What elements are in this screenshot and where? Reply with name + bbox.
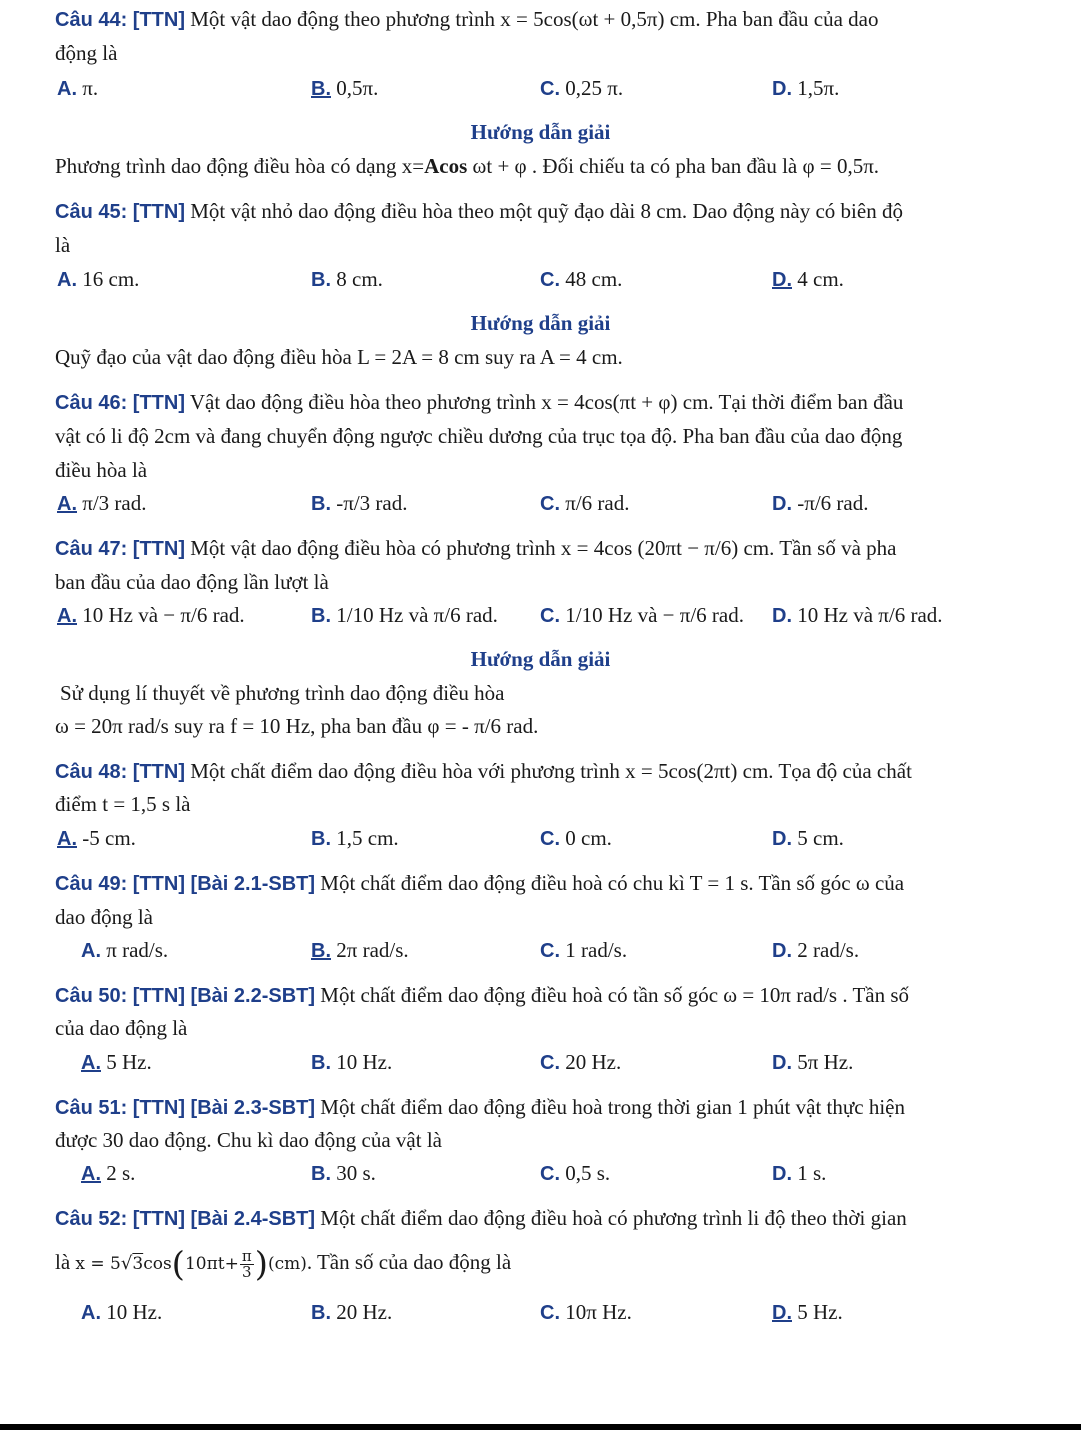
- q47-option-c: [540, 601, 744, 630]
- q45-line-1: [55, 197, 1041, 226]
- q44-label: Câu 44: [TTN]: [55, 9, 185, 31]
- option-text: 5 Hz.: [101, 1050, 152, 1074]
- option-label: C.: [540, 493, 560, 515]
- q45-guide-heading: Hướng dẫn giải: [470, 311, 611, 335]
- q51-option-c: [540, 1159, 610, 1188]
- option-label: B.: [311, 1163, 331, 1185]
- q44-solution: [55, 152, 879, 180]
- q48-text-1: Một chất điểm dao động điều hòa với phương trình x = 5cos(2πt) cm. Tọa độ của chất: [185, 759, 912, 783]
- q52-line-1: [55, 1204, 1041, 1233]
- q44-line-2: động là: [55, 41, 118, 65]
- q50-options: [0, 1048, 1081, 1076]
- option-text: 1 s.: [792, 1161, 827, 1185]
- option-text: 10 Hz và − π/6 rad.: [77, 603, 245, 627]
- option-text: 10 Hz.: [101, 1300, 163, 1324]
- q46-options: [0, 489, 1081, 517]
- q46-line-2: vật có li độ 2cm và đang chuyển động ngược chiều dương của trục tọa độ. Pha ban đầu của dao động: [55, 424, 903, 448]
- option-label: D.: [772, 78, 792, 100]
- q52-label: Câu 52: [TTN] [Bài 2.4-SBT]: [55, 1208, 316, 1230]
- option-text: 8 cm.: [331, 267, 383, 291]
- option-label-correct: D.: [772, 1302, 792, 1324]
- q48-line-2: điểm t = 1,5 s là: [55, 792, 191, 816]
- option-text: 1/10 Hz và − π/6 rad.: [560, 603, 744, 627]
- q49-option-d: [772, 936, 859, 965]
- option-label: A.: [57, 269, 77, 291]
- q45-solution: Quỹ đạo của vật dao động điều hòa L = 2A = 8 cm suy ra A = 4 cm.: [55, 345, 623, 369]
- option-text: 0 cm.: [560, 826, 612, 850]
- q47-option-b: [311, 601, 498, 630]
- q52-option-b: [311, 1298, 392, 1327]
- option-text: -π/3 rad.: [331, 491, 408, 515]
- option-text: 2 rad/s.: [792, 938, 860, 962]
- right-paren-icon: ): [254, 1244, 268, 1285]
- q44-text-1: Một vật dao động theo phương trình x = 5cos(ωt + 0,5π) cm. Pha ban đầu của dao: [185, 7, 879, 31]
- q52-option-c: [540, 1298, 632, 1327]
- q50-option-c: [540, 1048, 621, 1077]
- option-label: A.: [57, 78, 77, 100]
- formula-unit: (cm): [267, 1254, 307, 1274]
- fraction-numerator: π: [241, 1247, 252, 1265]
- option-label: C.: [540, 1163, 560, 1185]
- q46-option-b: [311, 489, 408, 518]
- option-label: B.: [311, 1302, 331, 1324]
- q47-solution-2: ω = 20π rad/s suy ra f = 10 Hz, pha ban đầu φ = - π/6 rad.: [55, 714, 539, 738]
- option-label: C.: [540, 940, 560, 962]
- option-text: 1,5π.: [792, 76, 840, 100]
- q44-guide-heading: Hướng dẫn giải: [470, 120, 611, 144]
- option-label: B.: [311, 605, 331, 627]
- option-label: A.: [81, 1302, 101, 1324]
- formula-sqrt-arg: 3: [132, 1254, 144, 1274]
- option-label: D.: [772, 828, 792, 850]
- q47-option-d: [772, 601, 943, 630]
- q45-label: Câu 45: [TTN]: [55, 201, 185, 223]
- sqrt-sign-icon: √: [120, 1253, 133, 1274]
- q45-option-a: [57, 265, 139, 294]
- q47-line-1: [55, 534, 1041, 563]
- option-label: C.: [540, 605, 560, 627]
- q45-option-c: [540, 265, 622, 294]
- q46-line-1: [55, 388, 1041, 417]
- option-text: π/6 rad.: [560, 491, 630, 515]
- formula-x-eq: x = 5: [75, 1254, 121, 1274]
- q47-guide-heading: Hướng dẫn giải: [470, 647, 611, 671]
- q52-line-2: [55, 1240, 1041, 1284]
- fraction-denominator: 3: [241, 1263, 252, 1281]
- q47-label: Câu 47: [TTN]: [55, 538, 185, 560]
- formula-fraction: [240, 1249, 254, 1280]
- option-label: B.: [311, 828, 331, 850]
- option-text: -5 cm.: [77, 826, 136, 850]
- q52-text-2-suffix: . Tần số của dao động là: [306, 1250, 512, 1274]
- q49-option-a: [81, 936, 168, 965]
- option-text: 30 s.: [331, 1161, 376, 1185]
- option-label: C.: [540, 1052, 560, 1074]
- q51-option-a: [81, 1159, 135, 1188]
- option-label: C.: [540, 828, 560, 850]
- option-label: C.: [540, 78, 560, 100]
- q47-option-a: [57, 601, 245, 630]
- q50-option-b: [311, 1048, 392, 1077]
- option-text: 5 cm.: [792, 826, 844, 850]
- q44-option-d: [772, 74, 839, 103]
- option-label-correct: B.: [311, 940, 331, 962]
- option-text: 1 rad/s.: [560, 938, 628, 962]
- q51-option-d: [772, 1159, 826, 1188]
- option-label-correct: D.: [772, 269, 792, 291]
- option-label-correct: A.: [57, 605, 77, 627]
- solution-text: ωt + φ . Đối chiếu ta có pha ban đầu là φ = 0,5π.: [467, 154, 880, 178]
- option-label: A.: [81, 940, 101, 962]
- q44-options: [0, 74, 1081, 102]
- option-text: 5 Hz.: [792, 1300, 843, 1324]
- option-text: 0,25 π.: [560, 76, 624, 100]
- option-label: C.: [540, 1302, 560, 1324]
- option-label-correct: A.: [81, 1163, 101, 1185]
- q45-text-1: Một vật nhỏ dao động điều hòa theo một quỹ đạo dài 8 cm. Dao động này có biên độ: [185, 199, 903, 223]
- option-label: D.: [772, 1163, 792, 1185]
- q49-label: Câu 49: [TTN] [Bài 2.1-SBT]: [55, 873, 316, 895]
- q48-option-a: [57, 824, 136, 853]
- bottom-border: [0, 1424, 1081, 1430]
- q45-options: [0, 265, 1081, 293]
- solution-bold: Acos: [424, 154, 468, 178]
- q49-text-1: Một chất điểm dao động điều hoà có chu kì T = 1 s. Tần số góc ω của: [315, 871, 905, 895]
- left-paren-icon: (: [171, 1244, 185, 1285]
- option-text: 5π Hz.: [792, 1050, 854, 1074]
- q45-line-2: là: [55, 233, 71, 257]
- q46-option-c: [540, 489, 630, 518]
- option-text: 2π rad/s.: [331, 938, 409, 962]
- q50-option-d: [772, 1048, 853, 1077]
- q49-options: [0, 936, 1081, 964]
- option-text: 1/10 Hz và π/6 rad.: [331, 603, 498, 627]
- q50-line-2: của dao động là: [55, 1016, 188, 1040]
- q51-line-2: được 30 dao động. Chu kì dao động của vật là: [55, 1128, 442, 1152]
- q51-text-1: Một chất điểm dao động điều hoà trong thời gian 1 phút vật thực hiện: [315, 1095, 905, 1119]
- option-text: 48 cm.: [560, 267, 623, 291]
- q46-line-3: điều hòa là: [55, 458, 148, 482]
- q48-line-1: [55, 757, 1041, 786]
- q50-option-a: [81, 1048, 152, 1077]
- q52-text-1: Một chất điểm dao động điều hoà có phương trình li độ theo thời gian: [315, 1206, 907, 1230]
- option-text: 0,5π.: [331, 76, 379, 100]
- q50-line-1: [55, 981, 1041, 1010]
- q46-text-1: Vật dao động điều hòa theo phương trình x = 4cos(πt + φ) cm. Tại thời điểm ban đầu: [185, 390, 904, 414]
- option-label: D.: [772, 1052, 792, 1074]
- option-label-correct: A.: [81, 1052, 101, 1074]
- q52-option-d: [772, 1298, 843, 1327]
- q50-text-1: Một chất điểm dao động điều hoà có tần số góc ω = 10π rad/s . Tần số: [315, 983, 910, 1007]
- q44-line-1: [55, 5, 1041, 34]
- q50-label: Câu 50: [TTN] [Bài 2.2-SBT]: [55, 985, 316, 1007]
- q44-option-c: [540, 74, 623, 103]
- formula-arg: 10πt+: [184, 1254, 239, 1274]
- q48-option-b: [311, 824, 399, 853]
- option-text: 2 s.: [101, 1161, 136, 1185]
- q49-option-c: [540, 936, 627, 965]
- formula-cos: cos: [143, 1254, 172, 1274]
- q52-text-2-prefix: là: [55, 1250, 76, 1274]
- option-label: D.: [772, 605, 792, 627]
- option-label: D.: [772, 940, 792, 962]
- q48-option-c: [540, 824, 612, 853]
- option-label: B.: [311, 493, 331, 515]
- option-label: B.: [311, 269, 331, 291]
- option-text: 10π Hz.: [560, 1300, 632, 1324]
- option-text: 20 Hz.: [331, 1300, 393, 1324]
- option-label-correct: A.: [57, 828, 77, 850]
- option-text: π/3 rad.: [77, 491, 147, 515]
- q44-option-b: [311, 74, 378, 103]
- option-text: 16 cm.: [77, 267, 140, 291]
- q52-option-a: [81, 1298, 162, 1327]
- q49-option-b: [311, 936, 409, 965]
- option-label: B.: [311, 1052, 331, 1074]
- q46-option-a: [57, 489, 147, 518]
- option-text: 4 cm.: [792, 267, 844, 291]
- q48-label: Câu 48: [TTN]: [55, 761, 185, 783]
- q49-line-2: dao động là: [55, 905, 153, 929]
- q51-options: [0, 1159, 1081, 1187]
- option-label-correct: B.: [311, 78, 331, 100]
- option-text: π rad/s.: [101, 938, 169, 962]
- q47-solution-1: Sử dụng lí thuyết về phương trình dao động điều hòa: [60, 681, 505, 705]
- option-label-correct: A.: [57, 493, 77, 515]
- q44-option-a: [57, 74, 98, 103]
- option-text: 0,5 s.: [560, 1161, 611, 1185]
- option-text: -π/6 rad.: [792, 491, 869, 515]
- q51-option-b: [311, 1159, 376, 1188]
- q51-line-1: [55, 1093, 1041, 1122]
- q46-option-d: [772, 489, 869, 518]
- q47-options: [0, 601, 1081, 629]
- q49-line-1: [55, 869, 1041, 898]
- q52-formula: [75, 1244, 307, 1285]
- q45-option-d: [772, 265, 844, 294]
- q52-options: [0, 1298, 1081, 1326]
- q47-line-2: ban đầu của dao động lần lượt là: [55, 570, 329, 594]
- q47-text-1: Một vật dao động điều hòa có phương trình x = 4cos (20πt − π/6) cm. Tần số và pha: [185, 536, 897, 560]
- option-text: 20 Hz.: [560, 1050, 622, 1074]
- q48-options: [0, 824, 1081, 852]
- option-text: 10 Hz.: [331, 1050, 393, 1074]
- option-text: π.: [77, 76, 99, 100]
- option-text: 10 Hz và π/6 rad.: [792, 603, 943, 627]
- q46-label: Câu 46: [TTN]: [55, 392, 185, 414]
- q48-option-d: [772, 824, 844, 853]
- solution-text: Phương trình dao động điều hòa có dạng x=: [55, 154, 425, 178]
- option-label: C.: [540, 269, 560, 291]
- q51-label: Câu 51: [TTN] [Bài 2.3-SBT]: [55, 1097, 316, 1119]
- option-label: D.: [772, 493, 792, 515]
- q45-option-b: [311, 265, 383, 294]
- option-text: 1,5 cm.: [331, 826, 399, 850]
